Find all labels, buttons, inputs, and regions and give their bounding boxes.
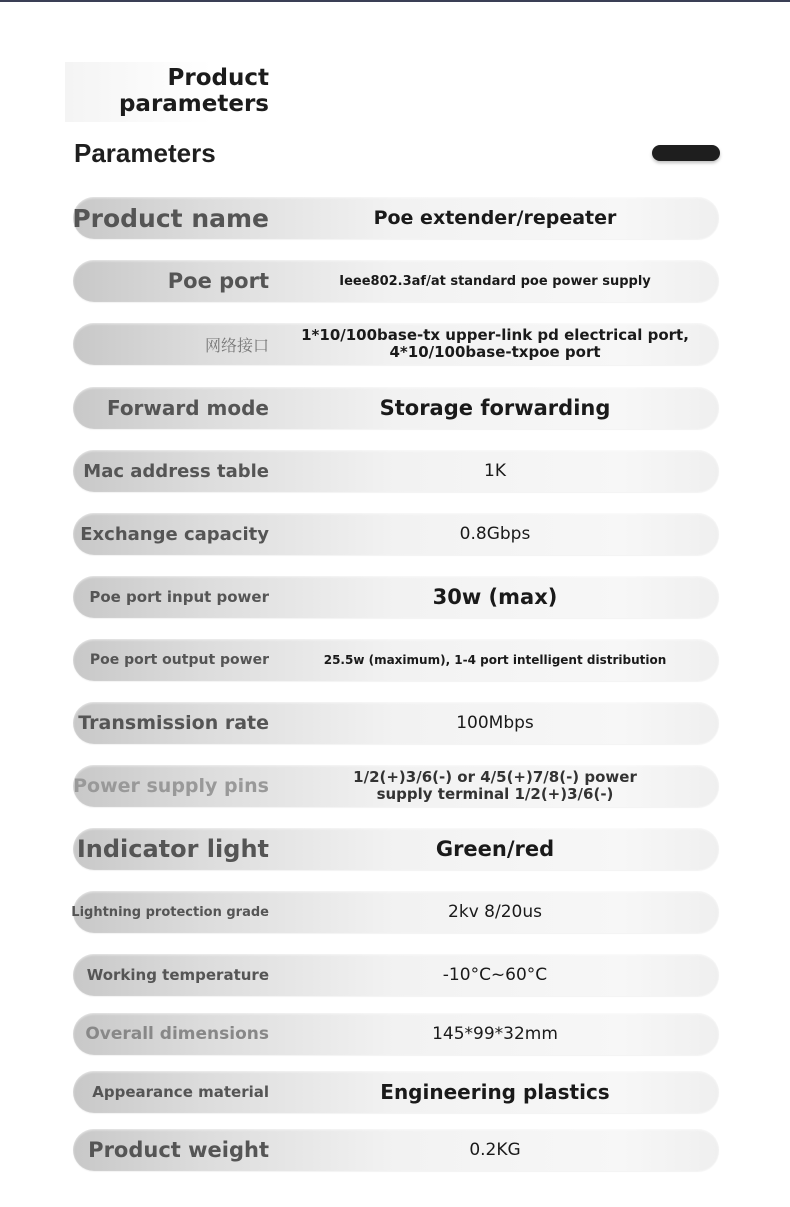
param-value bbox=[291, 323, 699, 365]
param-value: Green/red bbox=[435, 837, 555, 861]
section-subtitle: Parameters bbox=[74, 138, 216, 168]
param-row-transmission-rate bbox=[73, 702, 719, 744]
param-label: Transmission rate bbox=[78, 712, 269, 734]
param-value: -10°C~60°C bbox=[442, 965, 548, 985]
param-row-network-interface bbox=[73, 323, 719, 365]
param-label: Indicator light bbox=[76, 835, 269, 863]
param-value: Ieee802.3af/at standard poe power supply bbox=[339, 273, 651, 289]
param-label: Overall dimensions bbox=[85, 1024, 269, 1044]
param-value-line1: 1/2(+)3/6(-) or 4/5(+)7/8(-) power bbox=[353, 768, 637, 786]
param-label: Product weight bbox=[88, 1138, 269, 1162]
page-title-line1: Product bbox=[167, 65, 269, 91]
page-title bbox=[119, 65, 269, 117]
param-row-exchange-capacity bbox=[73, 513, 719, 555]
param-value bbox=[291, 765, 699, 807]
param-value: 145*99*32mm bbox=[432, 1024, 558, 1044]
param-value: 0.2KG bbox=[469, 1140, 521, 1160]
param-label: Product name bbox=[72, 203, 269, 233]
param-row-appearance-material bbox=[73, 1071, 719, 1113]
param-label: Mac address table bbox=[83, 460, 269, 482]
param-row-poe-port bbox=[73, 260, 719, 302]
param-value-line1: 1*10/100base-tx upper-link pd electrical port, bbox=[301, 326, 689, 344]
param-row-poe-output-power bbox=[73, 639, 719, 681]
decorative-pill bbox=[652, 145, 720, 161]
param-value: Poe extender/repeater bbox=[373, 207, 617, 229]
param-row-lightning-protection bbox=[73, 891, 719, 933]
param-row-mac-address-table bbox=[73, 450, 719, 492]
param-value: 0.8Gbps bbox=[459, 524, 531, 544]
param-value-line2: 4*10/100base-txpoe port bbox=[389, 343, 601, 361]
page-title-line2: parameters bbox=[118, 91, 269, 117]
param-value: Storage forwarding bbox=[379, 396, 611, 420]
param-label: Lightning protection grade bbox=[71, 904, 269, 920]
param-label: Poe port bbox=[167, 269, 269, 293]
param-label: 网络接口 bbox=[204, 335, 269, 355]
param-row-indicator-light bbox=[73, 828, 719, 870]
param-label: Poe port output power bbox=[89, 652, 269, 668]
param-label: Forward mode bbox=[106, 396, 269, 420]
param-label: Exchange capacity bbox=[80, 523, 269, 545]
param-row-power-supply-pins bbox=[73, 765, 719, 807]
param-value: 1K bbox=[484, 461, 506, 481]
param-row-forward-mode bbox=[73, 387, 719, 429]
param-value-line2: supply terminal 1/2(+)3/6(-) bbox=[376, 785, 614, 803]
param-value: 100Mbps bbox=[456, 713, 534, 733]
param-row-working-temperature bbox=[73, 954, 719, 996]
param-label: Appearance material bbox=[92, 1083, 269, 1101]
param-row-product-weight bbox=[73, 1129, 719, 1171]
title-block bbox=[65, 62, 275, 122]
param-row-overall-dimensions bbox=[73, 1013, 719, 1055]
param-row-product-name bbox=[73, 197, 719, 239]
param-row-poe-input-power bbox=[73, 576, 719, 618]
param-label: Poe port input power bbox=[89, 588, 269, 606]
param-value: 30w (max) bbox=[432, 585, 558, 609]
top-border bbox=[0, 0, 790, 2]
param-value: 2kv 8/20us bbox=[448, 902, 542, 922]
param-value: Engineering plastics bbox=[380, 1080, 610, 1104]
param-label: Working temperature bbox=[86, 966, 269, 984]
param-value: 25.5w (maximum), 1-4 port intelligent distribution bbox=[323, 653, 667, 667]
param-label: Power supply pins bbox=[73, 775, 269, 797]
